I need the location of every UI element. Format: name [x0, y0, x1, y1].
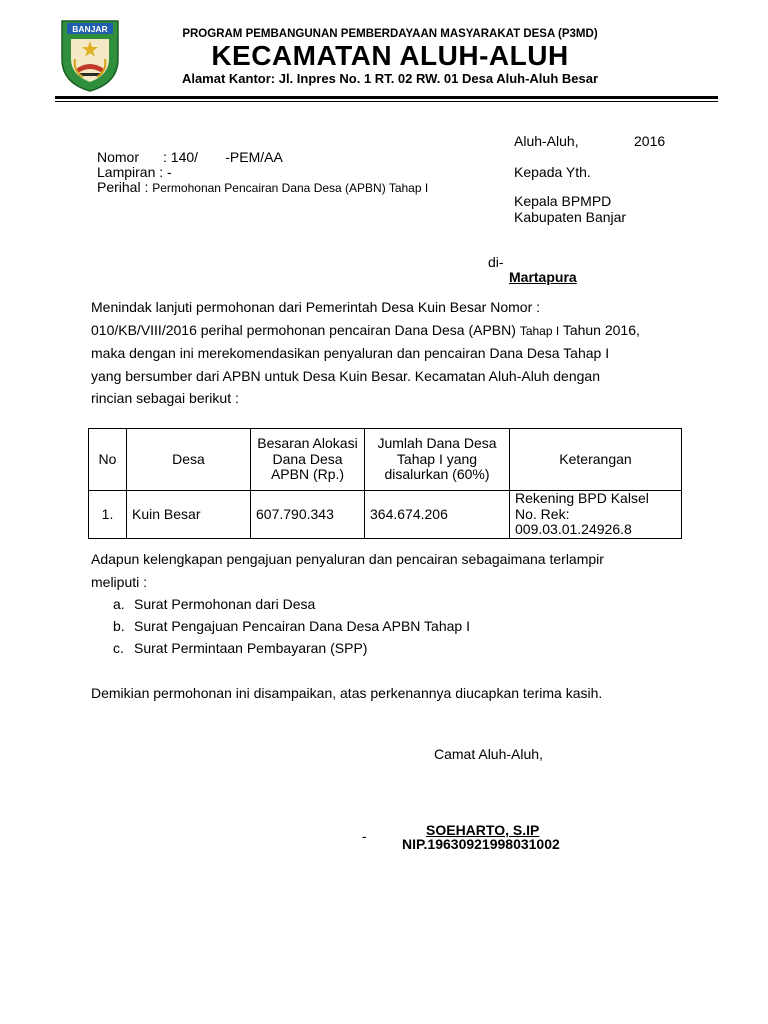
signature-title: Camat Aluh-Aluh, [434, 746, 543, 762]
reference-tahap: Tahap I [519, 323, 560, 338]
cell-no: 1. [89, 491, 127, 539]
letter-year: 2016 [634, 133, 666, 149]
signature-name: SOEHARTO, S.IP [426, 822, 540, 838]
perihal-value: Permohonan Pencairan Dana Desa (APBN) Tahap I [152, 181, 429, 195]
list-item [113, 615, 470, 637]
recipient-line-2: Kabupaten Banjar [514, 209, 627, 225]
cell-desa: Kuin Besar [127, 491, 251, 539]
perihal [97, 179, 428, 197]
header-keterangan: Keterangan [510, 429, 682, 491]
signature-nip: NIP.19630921998031002 [402, 836, 560, 852]
header-program: PROGRAM PEMBANGUNAN PEMBERDAYAAN MASYARAKAT DESA (P3MD) [182, 28, 598, 40]
table-header-row [89, 429, 682, 491]
paragraph-attachments-line: meliputi : [91, 573, 148, 590]
header-desa: Desa [127, 429, 251, 491]
reference-text: 010/KB/VIII/2016 perihal permohonan pencairan Dana Desa (APBN) [91, 321, 516, 338]
header-jumlah: Jumlah Dana Desa Tahap I yang disalurkan (60%) [365, 429, 510, 491]
header-title: KECAMATAN ALUH-ALUH [211, 40, 569, 71]
paragraph-intro-line: maka dengan ini merekomendasikan penyaluran dan pencairan Dana Desa Tahap I [91, 345, 610, 361]
header-address: Alamat Kantor: Jl. Inpres No. 1 RT. 02 RW. 01 Desa Aluh-Aluh Besar [181, 71, 599, 86]
header-rule-thin [55, 101, 718, 102]
attachment-list [113, 593, 470, 659]
list-text: Surat Permohonan dari Desa [134, 596, 316, 612]
logo-text: BANJAR [72, 24, 108, 34]
closing-text: Demikian permohonan ini disampaikan, atas perkenannya diucapkan terima kasih. [91, 685, 603, 701]
rincian-table [88, 428, 682, 539]
list-item [113, 593, 470, 615]
letter-place: Aluh-Aluh, [514, 133, 579, 149]
perihal-label: Perihal : [97, 179, 149, 195]
cell-jumlah: 364.674.206 [365, 491, 510, 539]
header-besaran: Besaran Alokasi Dana Desa APBN (Rp.) [251, 429, 365, 491]
paragraph-intro-line: yang bersumber dari APBN untuk Desa Kuin Besar. Kecamatan Aluh-Aluh dengan [91, 367, 600, 384]
list-item [113, 637, 470, 659]
kepada: Kepada Yth. [514, 164, 591, 180]
recipient-line-1: Kepala BPMPD [514, 193, 612, 209]
list-text: Surat Pengajuan Pencairan Dana Desa APBN Tahap I [134, 618, 470, 634]
reference-year: Tahun 2016, [562, 321, 640, 338]
header-no: No [89, 429, 127, 491]
list-marker: c. [113, 640, 124, 656]
paragraph-attachments-line: Adapun kelengkapan pengajuan penyaluran dan pencairan sebagaimana terlampir [91, 551, 604, 567]
lampiran: Lampiran : - [97, 164, 172, 180]
list-marker: a. [113, 596, 125, 612]
keterangan-line: No. Rek: [515, 505, 570, 522]
keterangan-line: 009.03.01.24926.8 [515, 521, 632, 537]
nomor-label: Nomor [97, 149, 140, 165]
table-row [89, 491, 682, 539]
di-label: di- [488, 254, 504, 270]
list-text: Surat Permintaan Pembayaran (SPP) [134, 640, 368, 656]
recipient-city: Martapura [509, 269, 577, 285]
list-marker: b. [113, 618, 125, 634]
nomor-value: : 140/ -PEM/AA [163, 149, 283, 165]
paragraph-intro [91, 296, 677, 410]
paragraph-attachments [91, 548, 677, 593]
paragraph-intro-line: rincian sebagai berikut : [91, 390, 239, 406]
keterangan-line: Rekening BPD Kalsel [515, 490, 649, 506]
header-rule-thick [55, 96, 718, 99]
signature-dash: - [362, 828, 367, 844]
paragraph-intro-line [91, 319, 677, 343]
paragraph-intro-line: Menindak lanjuti permohonan dari Pemerintah Desa Kuin Besar Nomor : [91, 299, 541, 315]
cell-keterangan [510, 491, 682, 539]
cell-besaran: 607.790.343 [251, 491, 365, 539]
